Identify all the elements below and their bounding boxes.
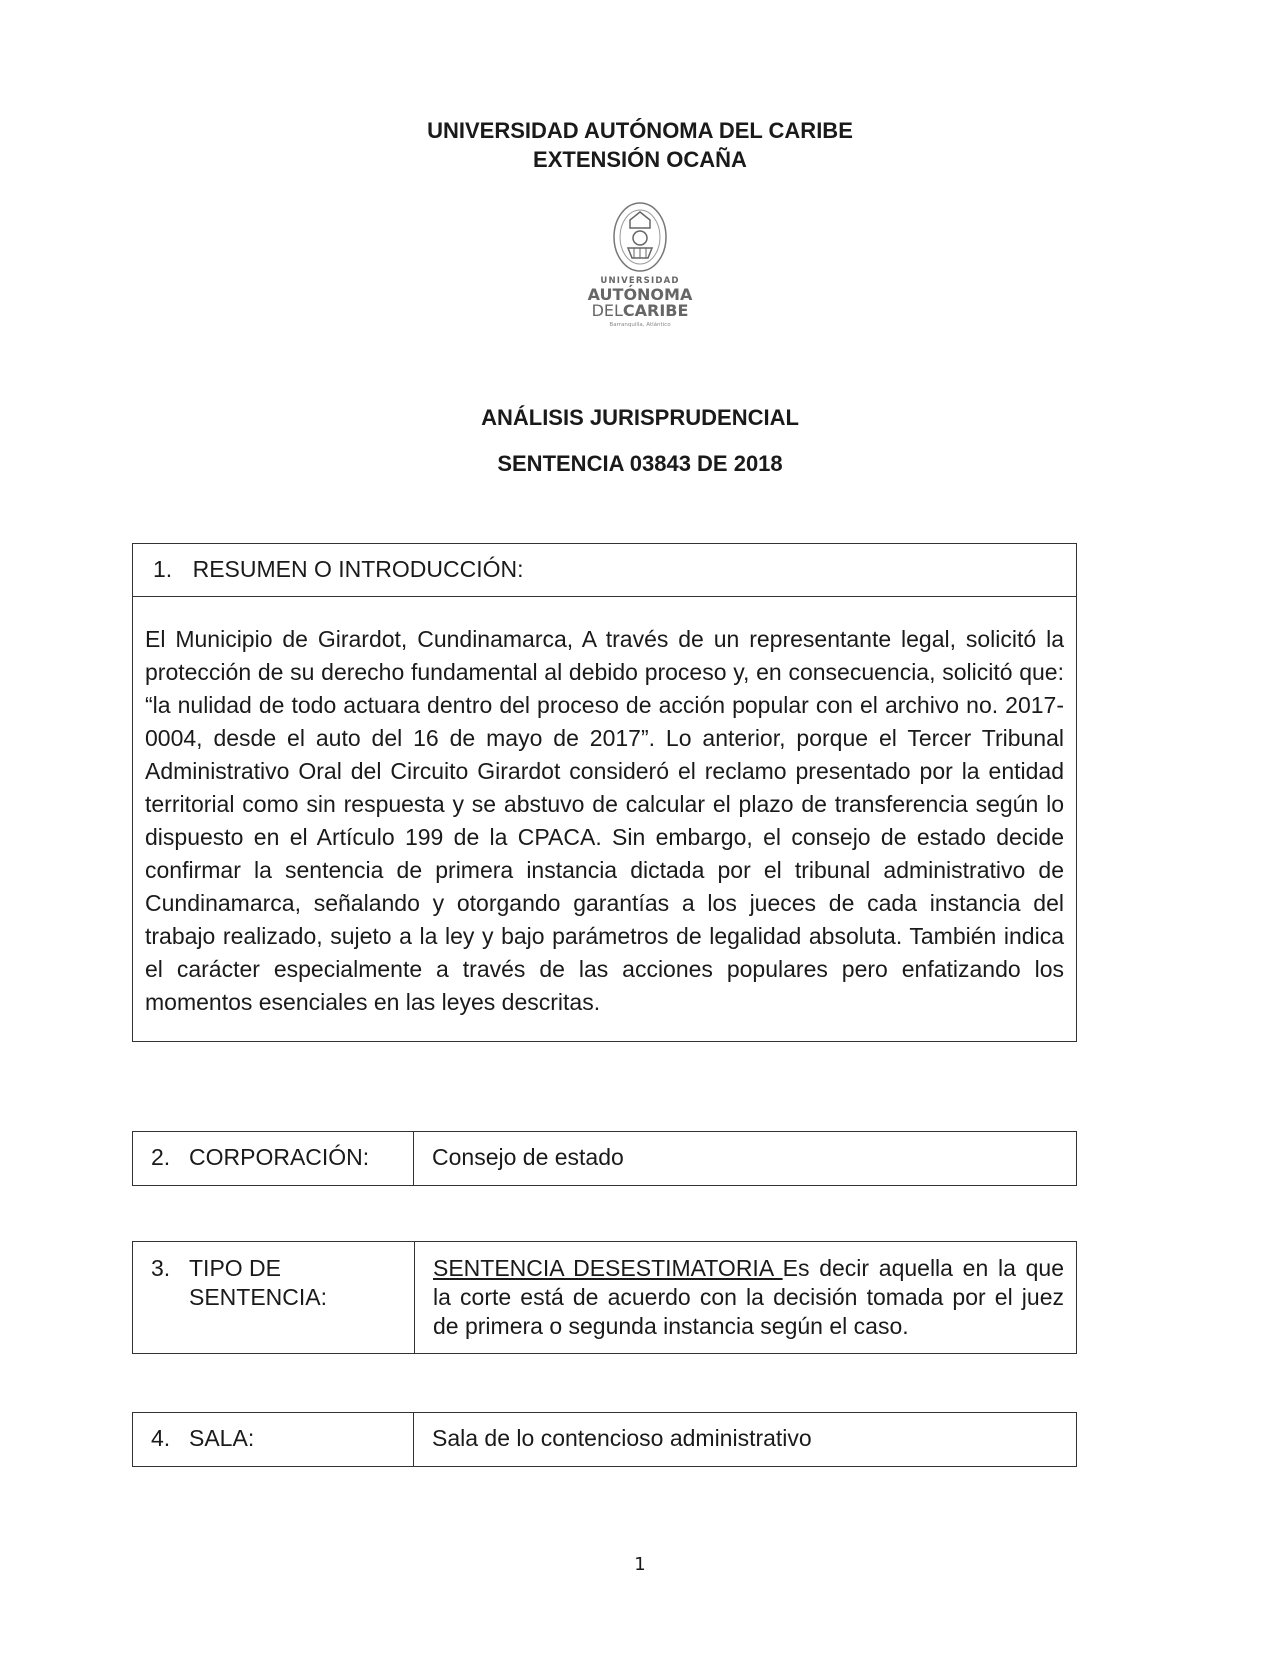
- section-label: TIPO DE SENTENCIA:: [189, 1255, 328, 1310]
- university-name: UNIVERSIDAD AUTÓNOMA DEL CARIBE: [427, 118, 853, 143]
- svg-text:DELCARIBE: DELCARIBE: [591, 301, 689, 320]
- section-number: 3.: [151, 1255, 171, 1281]
- section-summary-text: El Municipio de Girardot, Cundinamarca, A través de un representante legal, solicitó la protección de su derecho fundamental al debido proceso y, en consecuencia, solicitó que: “la nulidad de todo actuara dentro del proceso de acción popular con el archivo no. 2017-0004, desde el auto del 16 de mayo de 2017”. Lo anterior, porque el Tercer Tribunal Administrativo Oral del Circuito Girardot consideró el reclamo presentado por la entidad territorial como sin respuesta y se abstuvo de calcular el plazo de transferencia según lo dispuesto en el Artículo 199 de la CPACA. Sin embargo, el consejo de estado decide confirmar la sentencia de primera instancia dictada por el tribunal administrativo de Cundinamarca, señalando y otorgando garantías a los jueces de cada instancia del trabajo realizado, sujeto a la ley y bajo parámetros de legalidad absoluta. También indica el carácter especialmente a través de las acciones populares pero enfatizando los momentos esenciales en las leyes descritas.: [133, 597, 1077, 1042]
- section-corporation-value: Consejo de estado: [414, 1132, 1077, 1186]
- section-corporation-label: [133, 1132, 414, 1186]
- section-number: 4.: [151, 1425, 171, 1451]
- section-chamber-value: Sala de lo contencioso administrativo: [414, 1413, 1077, 1467]
- section-label: RESUMEN O INTRODUCCIÓN:: [192, 556, 524, 582]
- section-judgment-type: [132, 1241, 1077, 1354]
- svg-text:AUTÓNOMA: AUTÓNOMA: [587, 285, 693, 304]
- svg-text:Barranquilla, Atlántico: Barranquilla, Atlántico: [609, 322, 671, 328]
- section-label: CORPORACIÓN:: [189, 1144, 370, 1170]
- section-label: SALA:: [189, 1425, 255, 1451]
- document-title: ANÁLISIS JURISPRUDENCIAL: [481, 405, 799, 430]
- judgment-type-description: Es decir aquella en la que la corte está de acuerdo con la decisión tomada por el juez de primera o segunda instancia según el caso.: [433, 1255, 1064, 1339]
- section-number: 2.: [151, 1144, 171, 1170]
- document-subtitle: SENTENCIA 03843 DE 2018: [497, 451, 783, 476]
- extension-name: EXTENSIÓN OCAÑA: [533, 147, 747, 172]
- judgment-type-term: SENTENCIA DESESTIMATORIA: [433, 1255, 783, 1281]
- section-judgment-type-label: [133, 1242, 415, 1354]
- section-summary-header: [133, 544, 1077, 597]
- university-logo: [0, 200, 1280, 335]
- section-number: 1.: [153, 556, 173, 582]
- section-corporation: [132, 1131, 1077, 1186]
- university-seal-icon: [570, 200, 710, 330]
- document-header: [0, 116, 1280, 174]
- section-judgment-type-value: [415, 1242, 1077, 1354]
- section-chamber-label: [133, 1413, 414, 1467]
- section-chamber: [132, 1412, 1077, 1467]
- page-number: 1: [634, 1554, 646, 1575]
- section-summary: [132, 543, 1077, 1042]
- svg-text:UNIVERSIDAD: UNIVERSIDAD: [600, 276, 680, 286]
